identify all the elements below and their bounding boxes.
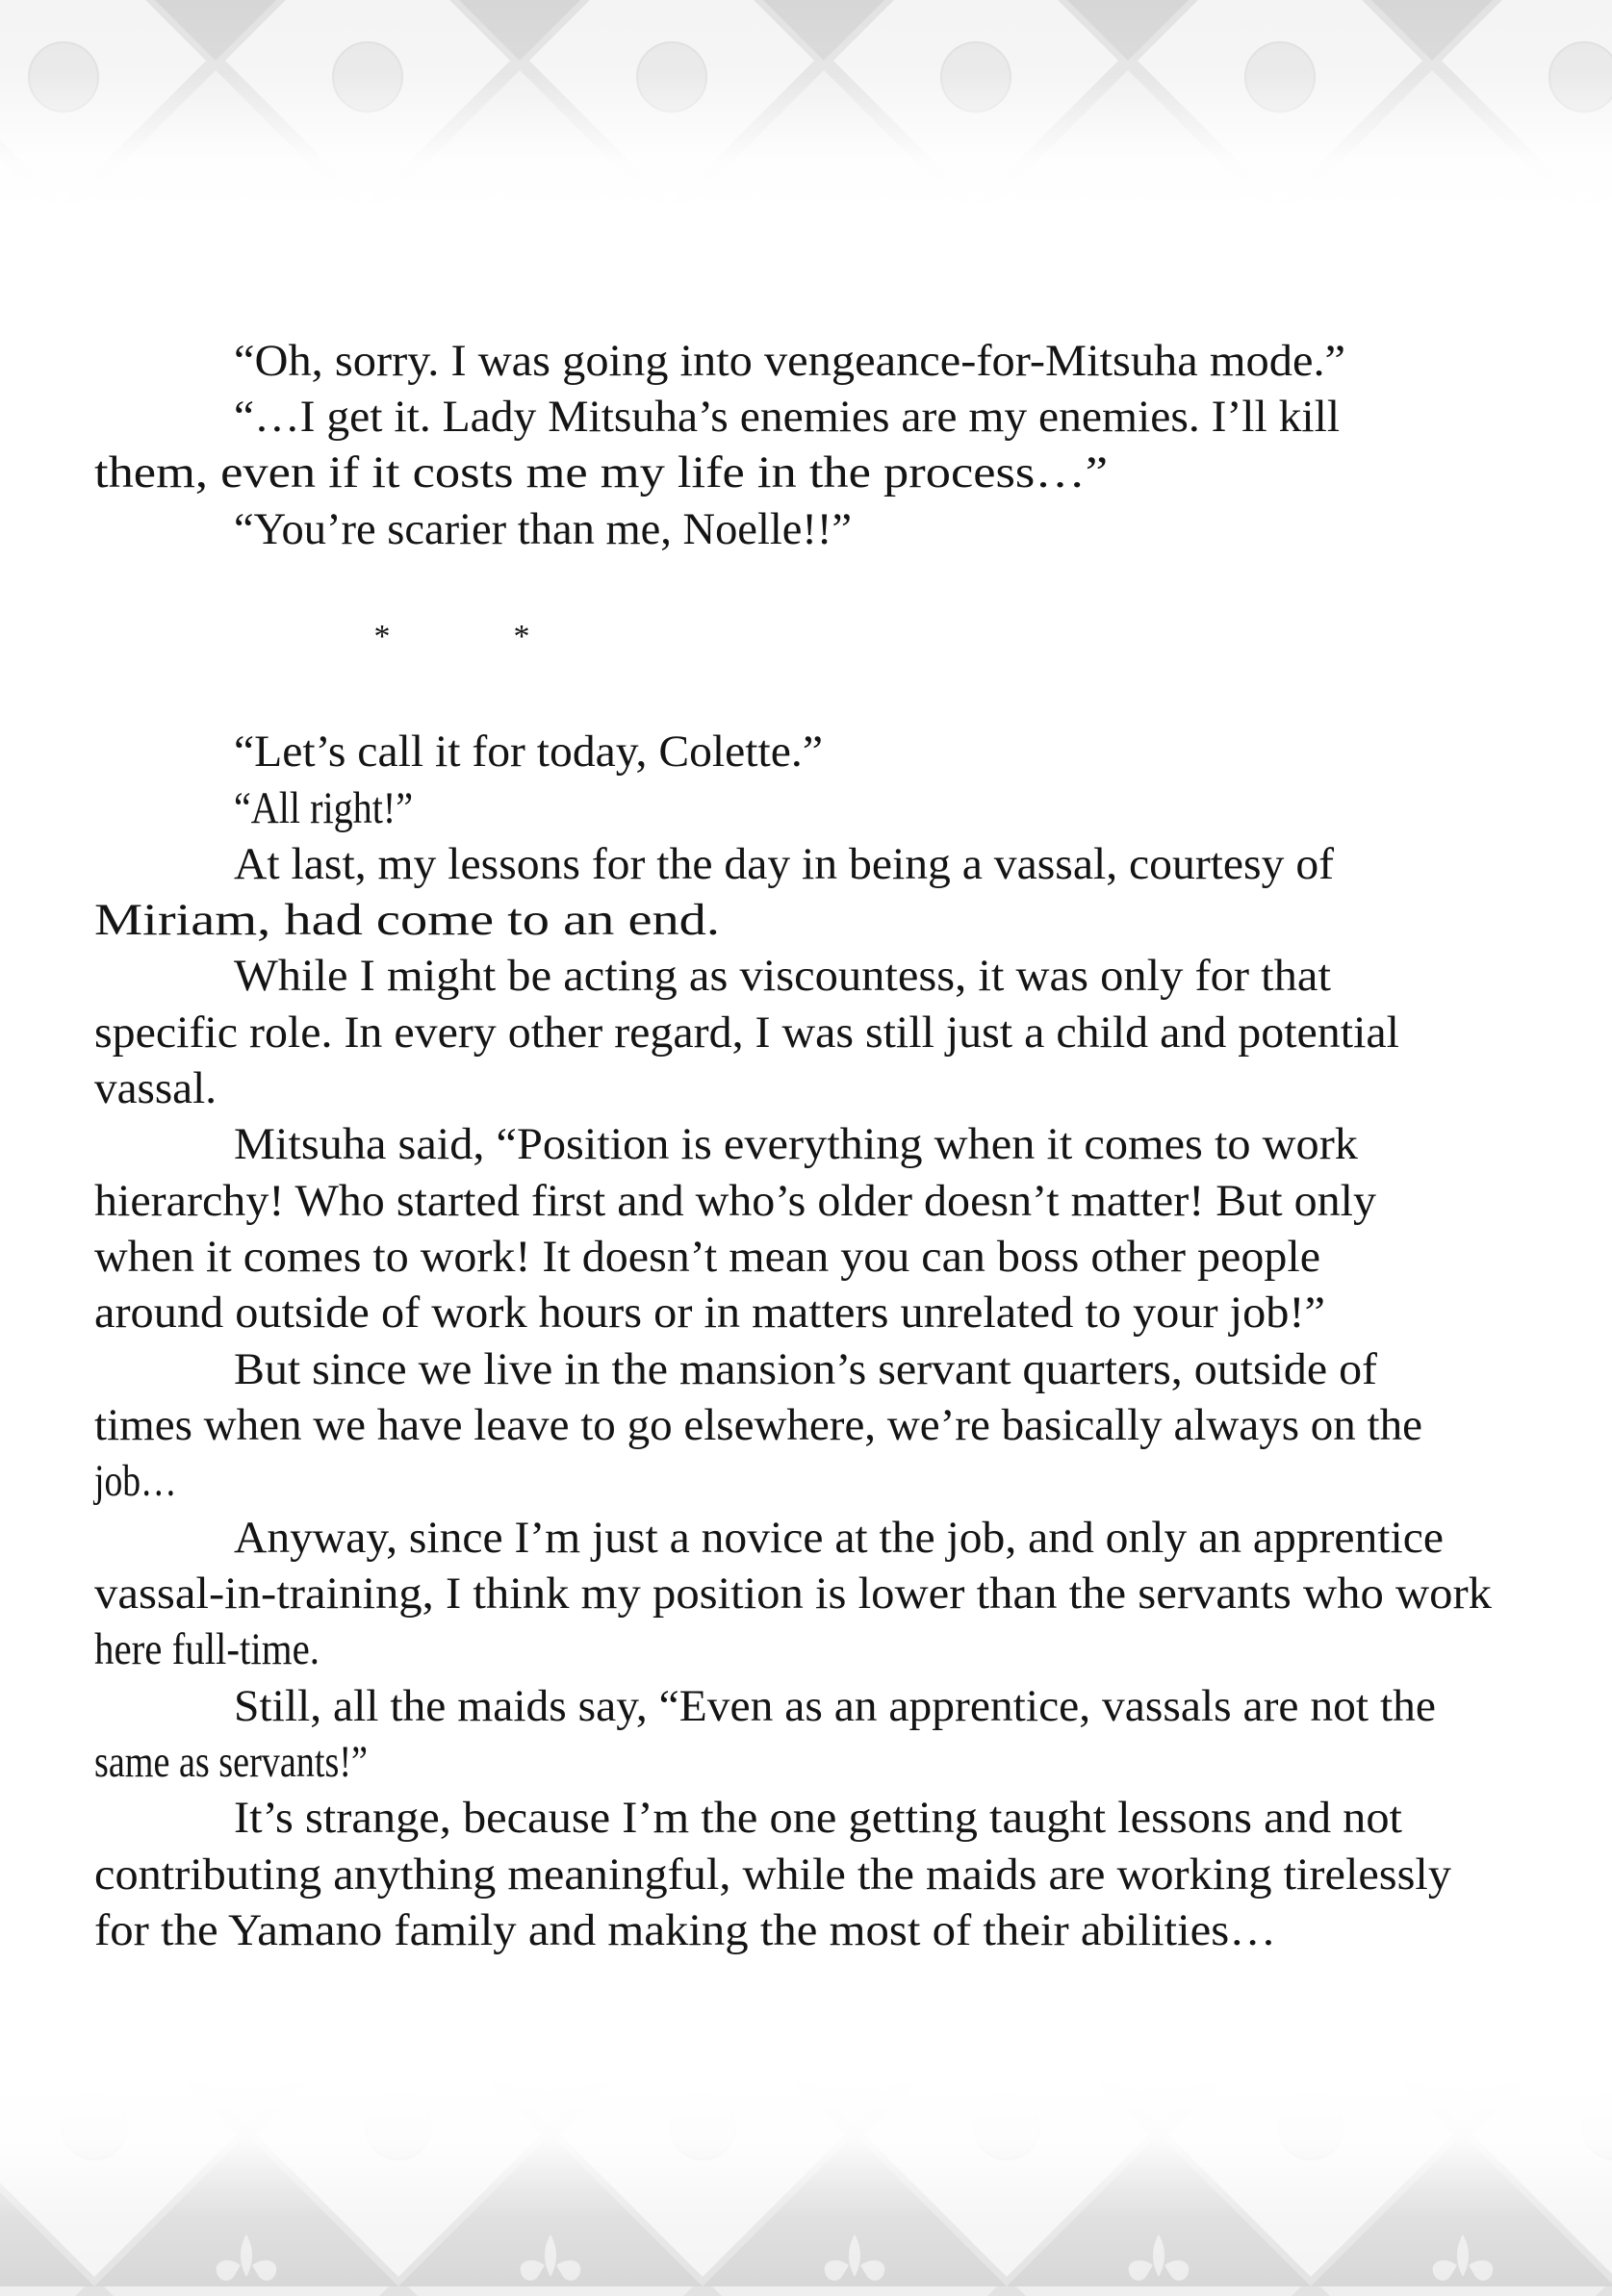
text-line: vassal-in-training, I think my position is lower than the servants who work (94, 1568, 1493, 1619)
scene-break-asterisk: * (513, 619, 530, 654)
text-line: While I might be acting as viscountess, it was only for that (234, 950, 1331, 1001)
text-line: specific role. In every other regard, I was still just a child and potential (94, 1007, 1399, 1058)
text-line: Miriam, had come to an end. (94, 894, 720, 945)
text-line: “Oh, sorry. I was going into vengeance-for-Mitsuha mode.” (234, 335, 1346, 386)
text-line: “All right!” (234, 782, 414, 833)
text-line: It’s strange, because I’m the one getting taught lessons and not (234, 1792, 1402, 1843)
text-line: Anyway, since I’m just a novice at the job, and only an apprentice (234, 1512, 1444, 1563)
scene-break-asterisk: * (373, 619, 391, 654)
text-line: Still, all the maids say, “Even as an apprentice, vassals are not the (234, 1680, 1437, 1731)
text-line: them, even if it costs me my life in the process…” (94, 446, 1109, 497)
text-line: vassal. (94, 1062, 217, 1113)
text-line: “Let’s call it for today, Colette.” (234, 726, 823, 777)
text-line: for the Yamano family and making the most of their abilities… (94, 1904, 1276, 1955)
text-line: around outside of work hours or in matters unrelated to your job!” (94, 1287, 1325, 1338)
text-line: contributing anything meaningful, while the maids are working tirelessly (94, 1849, 1451, 1900)
text-line: here full-time. (94, 1623, 320, 1674)
text-line: “You’re scarier than me, Noelle!!” (234, 503, 853, 554)
text-line: Mitsuha said, “Position is everything when it comes to work (234, 1118, 1358, 1169)
text-line: At last, my lessons for the day in being a vassal, courtesy of (234, 838, 1335, 889)
text-line: times when we have leave to go elsewhere, we’re basically always on the (94, 1399, 1422, 1450)
text-line: same as servants!” (94, 1736, 368, 1787)
text-line: “…I get it. Lady Mitsuha’s enemies are my enemies. I’ll kill (234, 391, 1341, 442)
text-line: hierarchy! Who started first and who’s older doesn’t matter! But only (94, 1175, 1377, 1226)
text-line: job… (94, 1455, 177, 1506)
text-line: But since we live in the mansion’s servant quarters, outside of (234, 1343, 1378, 1394)
text-line: when it comes to work! It doesn’t mean you can boss other people (94, 1231, 1321, 1282)
